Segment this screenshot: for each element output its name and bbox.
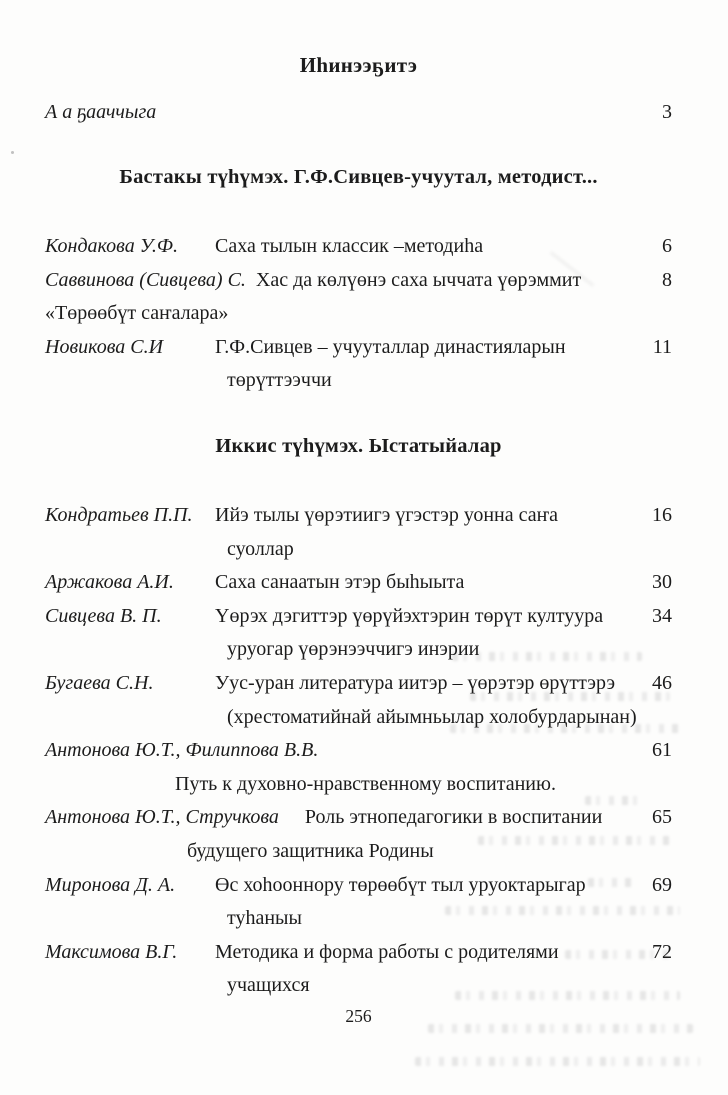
toc-page-number: 65 <box>652 806 672 829</box>
toc-page-number: 72 <box>652 940 672 963</box>
toc-author: Кондакова У.Ф. <box>45 235 178 257</box>
toc-continuation-text: Путь к духовно-нравственному воспитанию. <box>175 772 556 795</box>
toc-row <box>45 364 672 398</box>
toc-row <box>45 264 672 298</box>
toc-row <box>45 701 672 735</box>
toc-author: Антонова Ю.Т., Стручкова <box>45 806 279 829</box>
toc-continuation-text: учащихся <box>227 974 310 997</box>
toc-page-number: 8 <box>662 268 672 291</box>
toc-row <box>45 600 672 634</box>
toc-title: Үөрэх дэгиттэр үөрүйэхтэрин төрүт култуура <box>215 604 604 627</box>
toc-title: Ийэ тылы үөрэтиигэ үгэстэр уонна саҥа <box>215 503 558 526</box>
toc-continuation-text: туһаныы <box>227 907 302 930</box>
toc-title: Хас да көлүөнэ саха ыччата үөрэммит <box>255 268 582 291</box>
toc-title: Өс хоһооннору төрөөбүт тыл уруоктарыгар <box>215 873 586 896</box>
toc-page-number: 34 <box>652 604 672 627</box>
toc-row <box>45 969 672 1003</box>
toc-continuation-text: «Төрөөбүт саҥалара» <box>45 302 229 325</box>
toc-page-number: 6 <box>662 235 672 257</box>
toc-rows <box>45 164 672 1003</box>
toc-author: Новикова С.И <box>45 335 164 358</box>
toc-row <box>45 835 672 869</box>
toc-row <box>45 633 672 667</box>
toc-page-number: 16 <box>652 503 672 526</box>
toc-page-number: 69 <box>652 873 672 896</box>
toc-title: Саха тылын классик –методиһа <box>215 235 484 257</box>
toc-title: Роль этнопедагогики в воспитании <box>304 806 603 829</box>
toc-row <box>45 902 672 936</box>
folio-page-number: 256 <box>345 1005 372 1026</box>
toc-row <box>45 936 672 970</box>
toc-author: Максимова В.Г. <box>45 940 178 963</box>
toc-continuation-text: суоллар <box>227 537 294 560</box>
toc-title: Методика и форма работы с родителями <box>215 940 559 963</box>
toc-row <box>45 566 672 600</box>
page-title: Иһинээҕитэ <box>299 53 418 77</box>
toc-author: Аржакова А.И. <box>45 571 174 594</box>
toc-author: Саввинова (Сивцева) С. <box>45 268 246 291</box>
toc-row <box>45 667 672 701</box>
toc-row <box>45 869 672 903</box>
toc-continuation-text: (хрестоматийнай айымньылар холобурдарынан) <box>227 705 637 728</box>
toc-row <box>45 331 672 365</box>
toc-author: Антонова Ю.Т., Филиппова В.В. <box>45 739 319 762</box>
section-heading: Иккис түһүмэх. Ыстатыйалар <box>215 434 502 457</box>
bleedthrough-mark <box>415 1057 700 1066</box>
toc-page-number: 30 <box>652 571 672 594</box>
section-heading: Бастакы түһүмэх. Г.Ф.Сивцев-учуутал, методист... <box>119 166 598 188</box>
toc-row <box>45 768 672 802</box>
toc-title: Саха санаатын этэр быһыыта <box>215 571 465 594</box>
toc-continuation-text: будущего защитника Родины <box>187 839 434 862</box>
toc-page-number: 3 <box>662 101 672 123</box>
toc-continuation-text: уруогар үөрэнээччигэ инэрии <box>227 638 480 661</box>
toc-intro-label: А а ҕааччыга <box>45 101 157 123</box>
toc-page-number: 46 <box>652 671 672 694</box>
toc-author: Бугаева С.Н. <box>45 671 154 694</box>
toc-row <box>45 297 672 331</box>
ink-speck <box>11 151 14 154</box>
toc-continuation-text: төрүттээччи <box>227 369 332 392</box>
toc-row <box>45 533 672 567</box>
toc-row <box>45 801 672 835</box>
toc-content <box>45 52 672 1027</box>
toc-row <box>45 230 672 264</box>
toc-intro-row <box>45 95 672 129</box>
toc-row <box>45 499 672 533</box>
toc-author: Кондратьев П.П. <box>45 503 193 526</box>
toc-author: Миронова Д. А. <box>45 873 176 896</box>
toc-title: Г.Ф.Сивцев – учууталлар династияларын <box>215 335 566 358</box>
toc-row <box>45 734 672 768</box>
toc-author: Сивцева В. П. <box>45 604 162 627</box>
toc-page-number: 61 <box>652 739 672 762</box>
toc-page-number: 11 <box>652 335 672 358</box>
toc-title: Уус-уран литература иитэр – үөрэтэр өрүттэрэ <box>215 671 616 694</box>
